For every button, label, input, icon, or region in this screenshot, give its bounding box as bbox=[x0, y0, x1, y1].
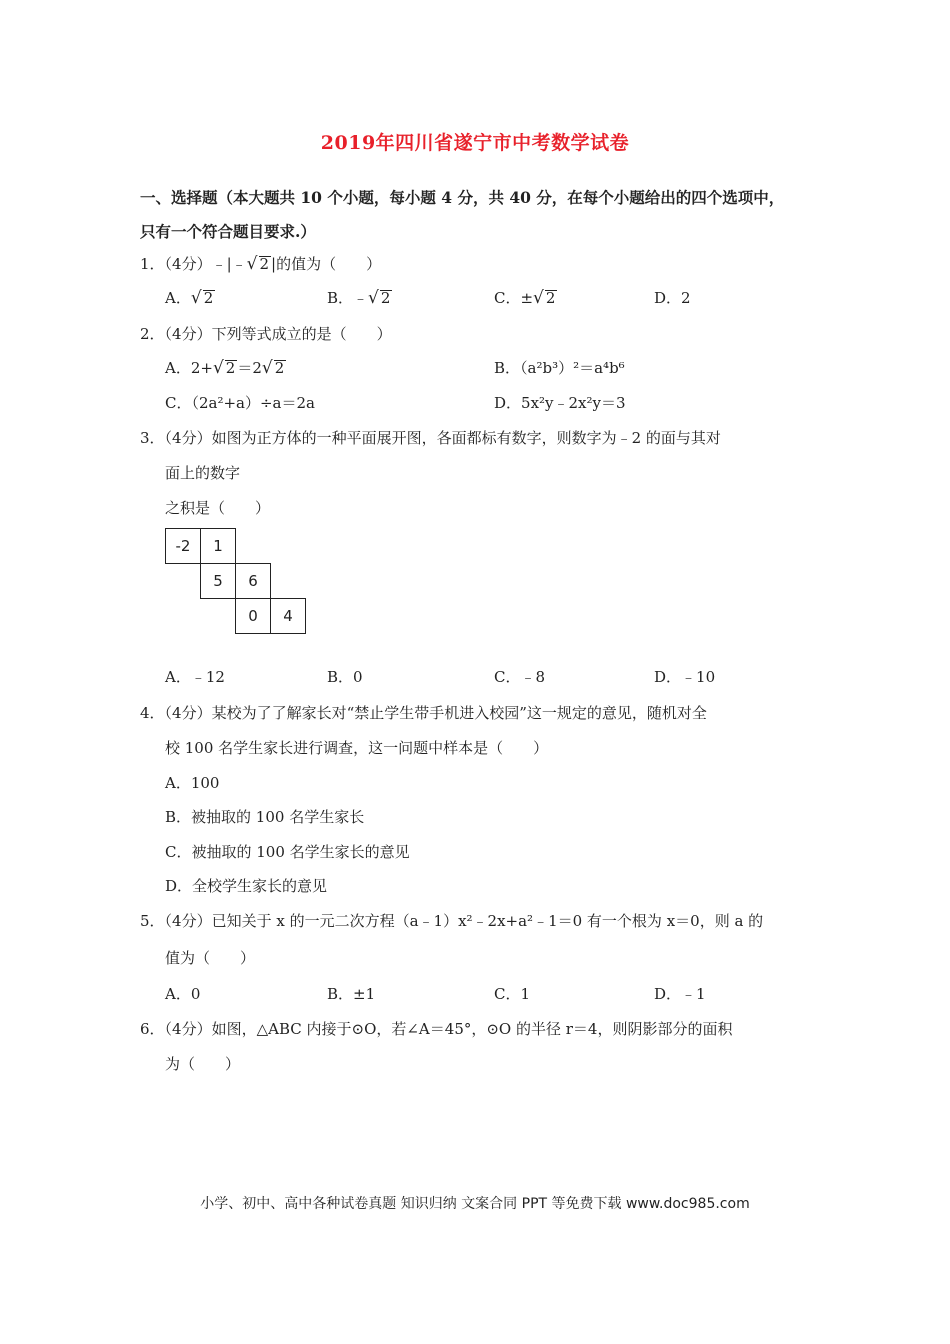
question-3-option-b: B．0 bbox=[327, 668, 363, 686]
question-2-option-d: D．5x²y﹣2x²y＝3 bbox=[494, 394, 626, 412]
section-heading-line1: 一、选择题（本大题共 10 个小题，每小题 4 分，共 40 分，在每个小题给出的四个选项中， bbox=[140, 188, 785, 207]
question-3-stem-line3: 之积是（ ） bbox=[165, 499, 271, 517]
question-2-stem: 2．（4分）下列等式成立的是（ ） bbox=[140, 325, 392, 343]
question-4-option-d: D．全校学生家长的意见 bbox=[165, 877, 328, 895]
question-2-option-c: C．（2a²+a）÷a＝2a bbox=[165, 394, 315, 412]
question-2-option-a: A．2+√ 2 ＝2√ 2 bbox=[165, 358, 285, 378]
question-3-stem-line2: 面上的数字 bbox=[165, 464, 241, 482]
question-3-option-d: D．﹣10 bbox=[654, 668, 716, 686]
question-5-stem-line2: 值为（ ） bbox=[165, 949, 256, 967]
question-1-option-d: D．2 bbox=[654, 289, 691, 307]
question-4-stem-line1: 4．（4分）某校为了了解家长对“禁止学生带手机进入校园”这一规定的意见，随机对全 bbox=[140, 704, 707, 722]
section-heading-line2: 只有一个符合题目要求.） bbox=[140, 222, 316, 241]
question-5-option-d: D．﹣1 bbox=[654, 985, 706, 1003]
question-1-option-a: A．√ 2 bbox=[165, 288, 214, 308]
question-1-option-c: C．±√ 2 bbox=[494, 288, 556, 308]
net-cell: 5 bbox=[200, 563, 236, 599]
question-4-option-a: A．100 bbox=[165, 774, 220, 792]
page-title: 2019年四川省遂宁市中考数学试卷 bbox=[320, 132, 630, 154]
question-4-option-c: C．被抽取的 100 名学生家长的意见 bbox=[165, 843, 410, 861]
question-5-option-c: C．1 bbox=[494, 985, 531, 1003]
question-4-option-b: B．被抽取的 100 名学生家长 bbox=[165, 808, 365, 826]
net-cell: 1 bbox=[200, 528, 236, 564]
question-4-stem-line2: 校 100 名学生家长进行调查，这一问题中样本是（ ） bbox=[165, 739, 549, 757]
question-3-option-c: C．﹣8 bbox=[494, 668, 546, 686]
question-3-option-a: A．﹣12 bbox=[165, 668, 225, 686]
question-1-stem: 1．（4分）﹣|﹣√ 2 |的值为（ ） bbox=[140, 254, 382, 274]
question-6-stem-line2: 为（ ） bbox=[165, 1055, 241, 1073]
question-5-option-a: A．0 bbox=[165, 985, 201, 1003]
question-6-stem-line1: 6．（4分）如图，△ABC 内接于⊙O，若∠A＝45°，⊙O 的半径 r＝4，则阴影部分的面积 bbox=[140, 1020, 733, 1038]
net-cell: -2 bbox=[165, 528, 201, 564]
question-2-option-b: B．（a²b³）²＝a⁴b⁶ bbox=[494, 359, 625, 377]
net-cell: 6 bbox=[235, 563, 271, 599]
question-5-option-b: B．±1 bbox=[327, 985, 376, 1003]
question-5-stem-line1: 5．（4分）已知关于 x 的一元二次方程（a﹣1）x²﹣2x+a²﹣1＝0 有一个根为 x＝0，则 a 的 bbox=[140, 912, 764, 930]
net-cell: 4 bbox=[270, 598, 306, 634]
question-1-option-b: B．﹣√ 2 bbox=[327, 288, 391, 308]
page-footer: 小学、初中、高中各种试卷真题 知识归纳 文案合同 PPT 等免费下载 www.doc985.com bbox=[200, 1196, 750, 1212]
question-3-stem-line1: 3．（4分）如图为正方体的一种平面展开图，各面都标有数字，则数字为﹣2 的面与其对 bbox=[140, 429, 721, 447]
net-cell: 0 bbox=[235, 598, 271, 634]
